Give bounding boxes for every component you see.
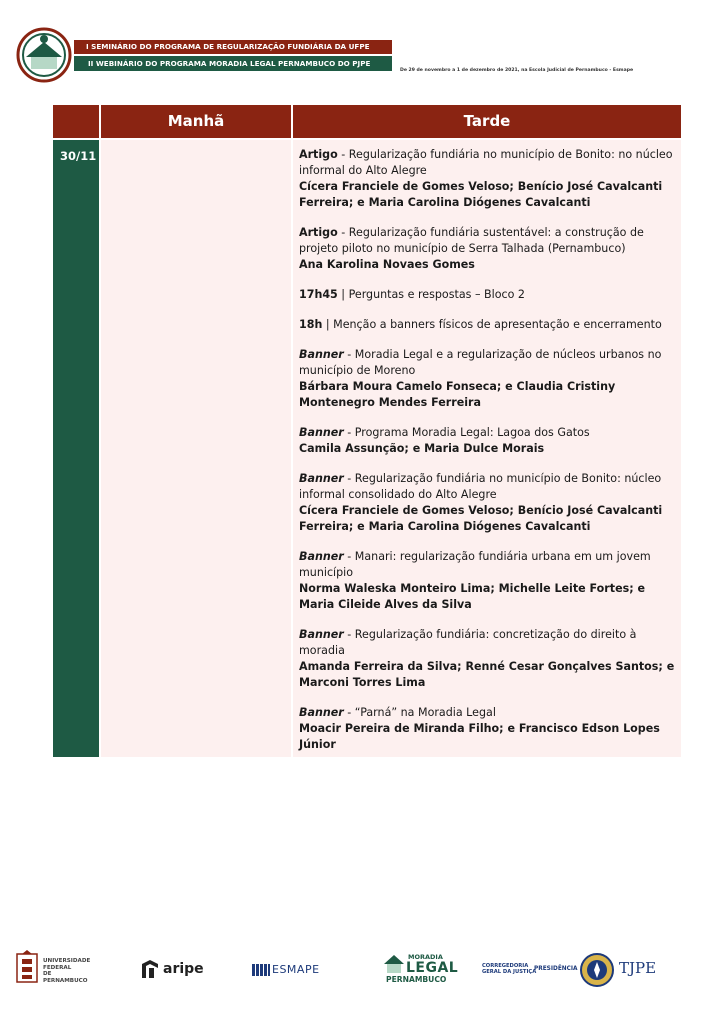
- entry-title: - “Parná” na Moradia Legal: [343, 706, 496, 719]
- corregedoria-text: CORREGEDORIA GERAL DA JUSTIÇA: [482, 963, 537, 975]
- moradia-legal-logo: [382, 950, 459, 990]
- entry-title: | Perguntas e respostas – Bloco 2: [337, 288, 525, 301]
- program-entry: [299, 471, 675, 535]
- entry-label: Banner: [299, 472, 344, 485]
- moradia-text-3: PERNAMBUCO: [386, 975, 447, 984]
- program-entry: [299, 287, 675, 303]
- entry-time: 18h: [299, 318, 323, 331]
- corregedoria-logo: [478, 950, 578, 990]
- entry-title: - Regularização fundiária: concretização do direito à moradia: [299, 628, 637, 657]
- date-column-header: [53, 105, 99, 138]
- entry-authors: Cícera Franciele de Gomes Veloso; Benício José Cavalcanti Ferreira; e Maria Carolina Diógenes Cavalcanti: [299, 180, 663, 209]
- entry-authors: Cícera Franciele de Gomes Veloso; Benício José Cavalcanti Ferreira; e Maria Carolina Diógenes Cavalcanti: [299, 504, 663, 533]
- entry-title: - Manari: regularização fundiária urbana em um jovem município: [299, 550, 651, 579]
- entry-authors: Camila Assunção; e Maria Dulce Morais: [299, 442, 545, 455]
- header-title-line-1: I SEMINÁRIO DO PROGRAMA DE REGULARIZAÇÃO FUNDIÁRIA DA UFPE: [74, 40, 392, 54]
- entry-label: Artigo: [299, 226, 338, 239]
- header-title-line-2: II WEBINÁRIO DO PROGRAMA MORADIA LEGAL PERNAMBUCO DO PJPE: [74, 56, 392, 71]
- moradia-text-2: LEGAL: [406, 960, 459, 976]
- program-entry: [299, 627, 675, 691]
- entry-authors: Ana Karolina Novaes Gomes: [299, 258, 475, 271]
- ufpe-logo: [14, 950, 94, 990]
- entry-title: - Regularização fundiária no município de Bonito: núcleo informal consolidado do Alto Alegre: [299, 472, 662, 501]
- tjpe-logo: [578, 950, 658, 990]
- program-entry: [299, 225, 675, 273]
- program-entry: [299, 425, 675, 457]
- seminar-logo-icon: [14, 27, 74, 83]
- tjpe-crest-icon: [578, 950, 616, 990]
- afternoon-cell: [293, 140, 681, 757]
- afternoon-column-header: Tarde: [293, 105, 681, 138]
- moradia-house-icon: [382, 952, 406, 976]
- program-entry: [299, 347, 675, 411]
- entry-title: - Regularização fundiária no município de Bonito: no núcleo informal do Alto Alegre: [299, 148, 673, 177]
- program-entry: [299, 705, 675, 753]
- morning-column-header: Manhã: [101, 105, 291, 138]
- entry-label: Banner: [299, 348, 344, 361]
- program-entry: [299, 147, 675, 211]
- entry-title: - Regularização fundiária sustentável: a construção de projeto piloto no município de Serra Talhada (Pernambuco): [299, 226, 644, 255]
- entry-authors: Amanda Ferreira da Silva; Renné Cesar Gonçalves Santos; e Marconi Torres Lima: [299, 660, 675, 689]
- esmape-logo: [250, 950, 330, 990]
- entry-title: - Programa Moradia Legal: Lagoa dos Gatos: [343, 426, 590, 439]
- tjpe-text: TJPE: [619, 959, 657, 977]
- aripe-text: aripe: [163, 961, 204, 977]
- entry-authors: Moacir Pereira de Miranda Filho; e Francisco Edson Lopes Júnior: [299, 722, 660, 751]
- entry-label: Banner: [299, 550, 344, 563]
- entry-label: Banner: [299, 706, 344, 719]
- header-date-line: De 29 de novembro a 1 de dezembro de 2021, na Escola Judicial de Pernambuco - Esmape: [400, 68, 634, 73]
- morning-cell: [101, 140, 291, 757]
- aripe-logo: [140, 950, 204, 990]
- program-entry: [299, 317, 675, 333]
- ufpe-crest-icon: [14, 950, 40, 988]
- entry-authors: Bárbara Moura Camelo Fonseca; e Claudia Cristiny Montenegro Mendes Ferreira: [299, 380, 616, 409]
- entry-time: 17h45: [299, 288, 338, 301]
- entry-title: | Menção a banners físicos de apresentação e encerramento: [322, 318, 662, 331]
- entry-label: Banner: [299, 628, 344, 641]
- entry-label: Artigo: [299, 148, 338, 161]
- entry-title: - Moradia Legal e a regularização de núcleos urbanos no município de Moreno: [299, 348, 662, 377]
- esmape-mark-icon: [250, 950, 272, 990]
- entry-label: Banner: [299, 426, 344, 439]
- esmape-text: ESMAPE: [272, 963, 320, 976]
- date-cell: [53, 140, 99, 757]
- moradia-text-1: MORADIA: [408, 953, 443, 961]
- aripe-mark-icon: [140, 950, 160, 990]
- date-label: 30/11: [60, 149, 97, 163]
- ufpe-text: UNIVERSIDADE FEDERAL DE PERNAMBUCO: [43, 958, 91, 984]
- entry-authors: Norma Waleska Monteiro Lima; Michelle Leite Fortes; e Maria Cileide Alves da Silva: [299, 582, 646, 611]
- presidencia-text: PRESIDÊNCIA: [534, 966, 578, 972]
- program-entry: [299, 549, 675, 613]
